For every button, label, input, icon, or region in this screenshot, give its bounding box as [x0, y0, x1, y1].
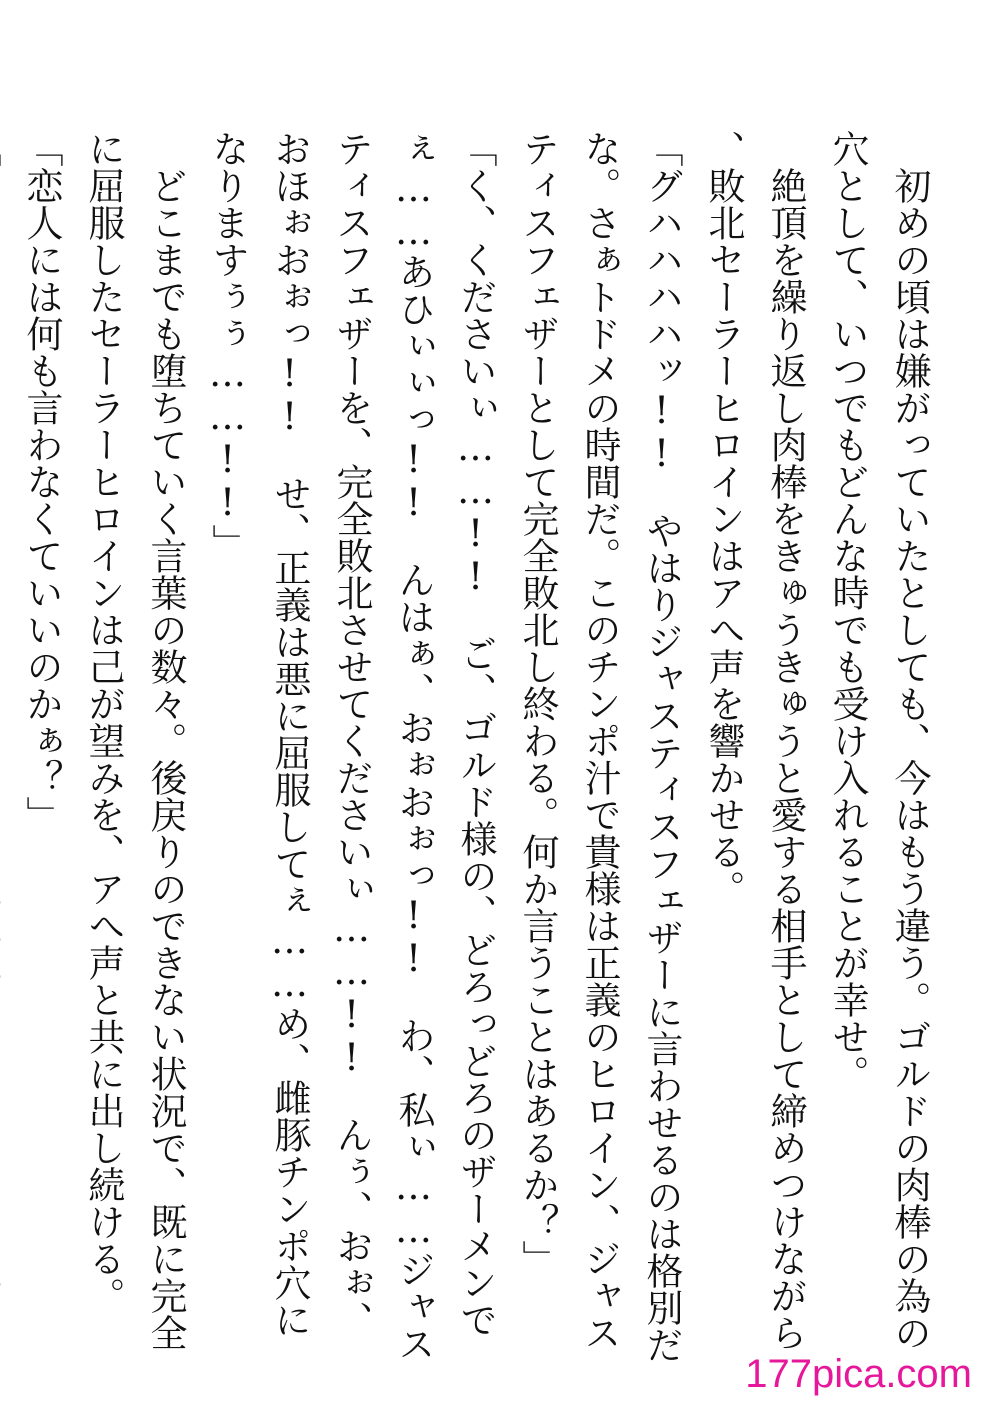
vertical-text-block: [20, 130, 940, 1370]
paragraph-3: 「グハハハハッ!! やはりジャスティスフェザーに言わせるのは格別だな。さぁトドメの時間だ。このチンポ汁で貴様は正義のヒロイン、ジャスティスフェザーとして完全敗北し終わる。何か言うことはあるか？」: [516, 130, 683, 1363]
paragraph-7: [0, 130, 10, 1370]
paragraph-2: 絶頂を繰り返し肉棒をきゅうきゅうと愛する相手として締めつけながら、敗北セーラーヒロインはアへ声を響かせる。: [702, 130, 807, 1351]
paragraph-1: 初めの頃は嫌がっていたとしても、今はもう違う。ゴルドの肉棒の為の穴として、いつでもどんな時でも受け入れることが幸せ。: [826, 130, 931, 1351]
paragraph-5: どこまでも堕ちていく言葉の数々。後戻りのできない状況で、既に完全に屈服したセーラーヒロインは己が望みを、アへ声と共に出し続ける。: [82, 130, 187, 1351]
site-watermark: 177pica.com: [745, 1352, 972, 1396]
paragraph-6: 「恋人には何も言わなくていいのかぁ？」: [20, 130, 63, 833]
paragraph-4: 「く、くださいぃ……!! ご、ゴルド様の、どろっどろのザーメンでぇ……あひぃぃっ!! んはぁ、おぉおぉっ!! わ、私ぃ……ジャスティスフェザーを、完全敗北させてくださいぃ……!! んぅ、おぉ、おほぉおぉっ!! せ、正義は悪に屈服してぇ……め、雌豚チンポ穴になりますぅぅ……!!」: [206, 130, 497, 1362]
